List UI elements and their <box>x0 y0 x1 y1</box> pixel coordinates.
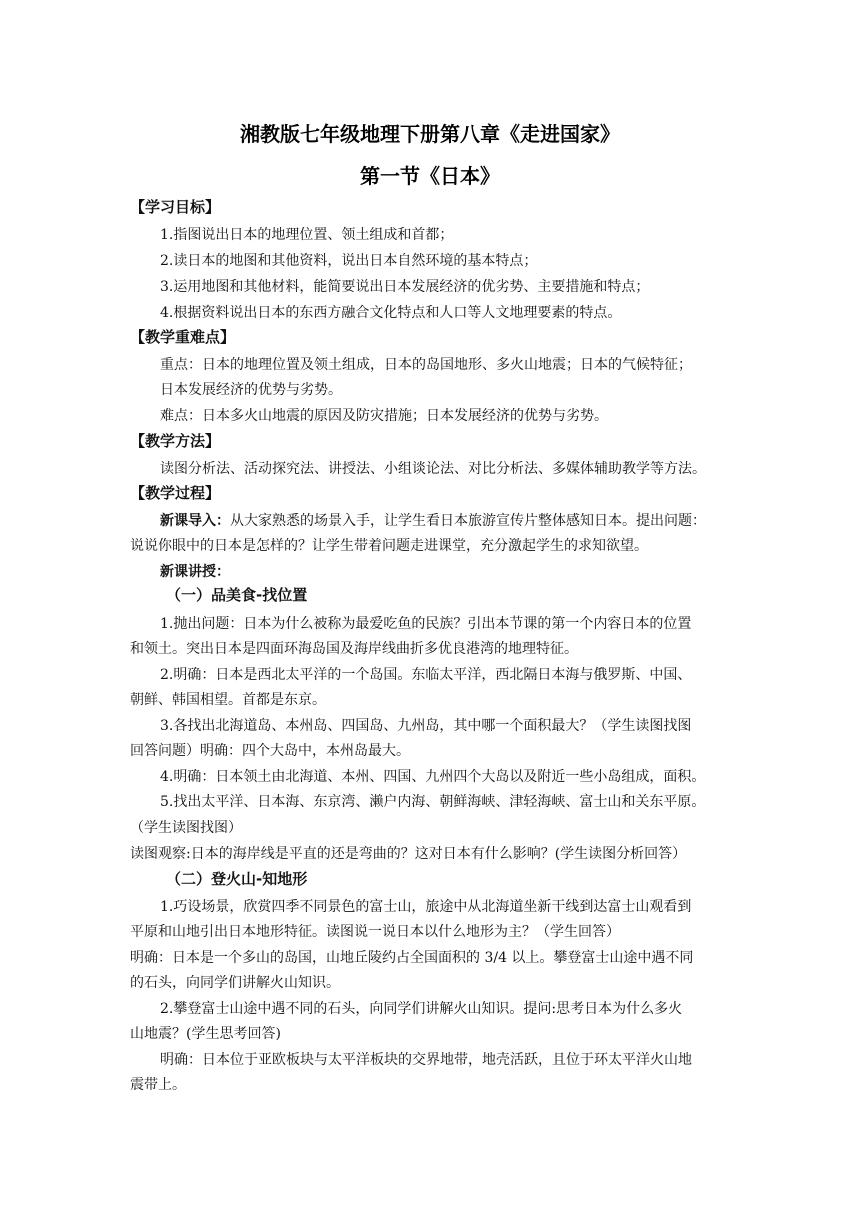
intro-text: 从大家熟悉的场景入手，让学生看日本旅游宣传片整体感知日本。提出问题： <box>230 513 706 529</box>
section-2-line: 明确：日本位于亚欧板块与太平洋板块的交界地带，地壳活跃，且位于环太平洋火山地 <box>160 1052 692 1068</box>
intro-label: 新课导入： <box>160 513 230 529</box>
section-1-line: （学生读图找图） <box>130 820 242 836</box>
section-2-line: 震带上。 <box>130 1077 186 1093</box>
section-1-title: （一）品美食-找位置 <box>166 586 308 604</box>
difficult-points-text: 难点：日本多火山地震的原因及防灾措施；日本发展经济的优势与劣势。 <box>160 408 608 424</box>
methods-heading: 【教学方法】 <box>130 432 221 450</box>
section-1-line: 2.明确：日本是西北太平洋的一个岛国。东临太平洋，西北隔日本海与俄罗斯、中国、 <box>160 667 692 683</box>
section-2-line: 明确：日本是一个多山的岛国，山地丘陵约占全国面积的 3/4 以上。攀登富士山途中遇不同 <box>130 950 694 966</box>
objective-item: 1.指图说出日本的地理位置、领土组成和首都； <box>160 227 454 243</box>
key-points-heading: 【教学重难点】 <box>130 328 236 346</box>
key-points-text: 重点：日本的地理位置及领土组成，日本的岛国地形、多火山地震；日本的气候特征； <box>160 357 692 373</box>
objective-item: 2.读日本的地图和其他资料，说出日本自然环境的基本特点； <box>160 253 538 269</box>
section-1-line: 回答问题）明确：四个大岛中，本州岛最大。 <box>130 743 410 759</box>
intro-text: 说说你眼中的日本是怎样的？让学生带着问题走进课堂，充分激起学生的求知欲望。 <box>130 538 648 554</box>
objectives-heading: 【学习目标】 <box>130 198 221 216</box>
section-1-line: 4.明确：日本领土由北海道、本州、四国、九州四个大岛以及附近一些小岛组成，面积。 <box>160 769 706 785</box>
section-2-line: 的石头，向同学们讲解火山知识。 <box>130 975 340 991</box>
section-2-title: （二）登火山-知地形 <box>166 870 308 888</box>
section-2-line: 1.巧设场景，欣赏四季不同景色的富士山，旅途中从北海道坐新干线到达富士山观看到 <box>160 899 692 915</box>
section-2-line: 2.攀登富士山途中遇不同的石头，向同学们讲解火山知识。提问:思考日本为什么多火 <box>160 1001 683 1017</box>
section-1-line: 5.找出太平洋、日本海、东京湾、濑户内海、朝鲜海峡、津轻海峡、富士山和关东平原。 <box>160 794 706 810</box>
section-1-line: 和领土。突出日本是四面环海岛国及海岸线曲折多优良港湾的地理特征。 <box>130 641 578 657</box>
section-2-line: 平原和山地引出日本地形特征。读图说一说日本以什么地形为主？（学生回答） <box>130 924 620 940</box>
section-1-line: 读图观察:日本的海岸线是平直的还是弯曲的？这对日本有什么影响？(学生读图分析回答） <box>130 846 687 862</box>
section-1-line: 朝鲜、韩国相望。首都是东京。 <box>130 692 326 708</box>
methods-text: 读图分析法、活动探究法、讲授法、小组谈论法、对比分析法、多媒体辅助教学等方法。 <box>160 461 706 477</box>
section-1-line: 3.各找出北海道岛、本州岛、四国岛、九州岛，其中哪一个面积最大？（学生读图找图 <box>160 718 692 734</box>
document-subtitle: 第一节《日本》 <box>360 164 500 188</box>
intro-paragraph <box>160 512 770 530</box>
section-1-line: 1.抛出问题：日本为什么被称为最爱吃鱼的民族？引出本节课的第一个内容日本的位置 <box>160 616 692 632</box>
key-points-text: 日本发展经济的优势与劣势。 <box>160 382 342 398</box>
process-heading: 【教学过程】 <box>130 484 221 502</box>
lecture-label: 新课讲授： <box>160 564 230 580</box>
document-title: 湘教版七年级地理下册第八章《走进国家》 <box>240 122 620 146</box>
objective-item: 3.运用地图和其他材料，能简要说出日本发展经济的优劣势、主要措施和特点； <box>160 279 650 295</box>
objective-item: 4.根据资料说出日本的东西方融合文化特点和人口等人文地理要素的特点。 <box>160 305 622 321</box>
section-2-line: 山地震？(学生思考回答) <box>130 1026 281 1042</box>
